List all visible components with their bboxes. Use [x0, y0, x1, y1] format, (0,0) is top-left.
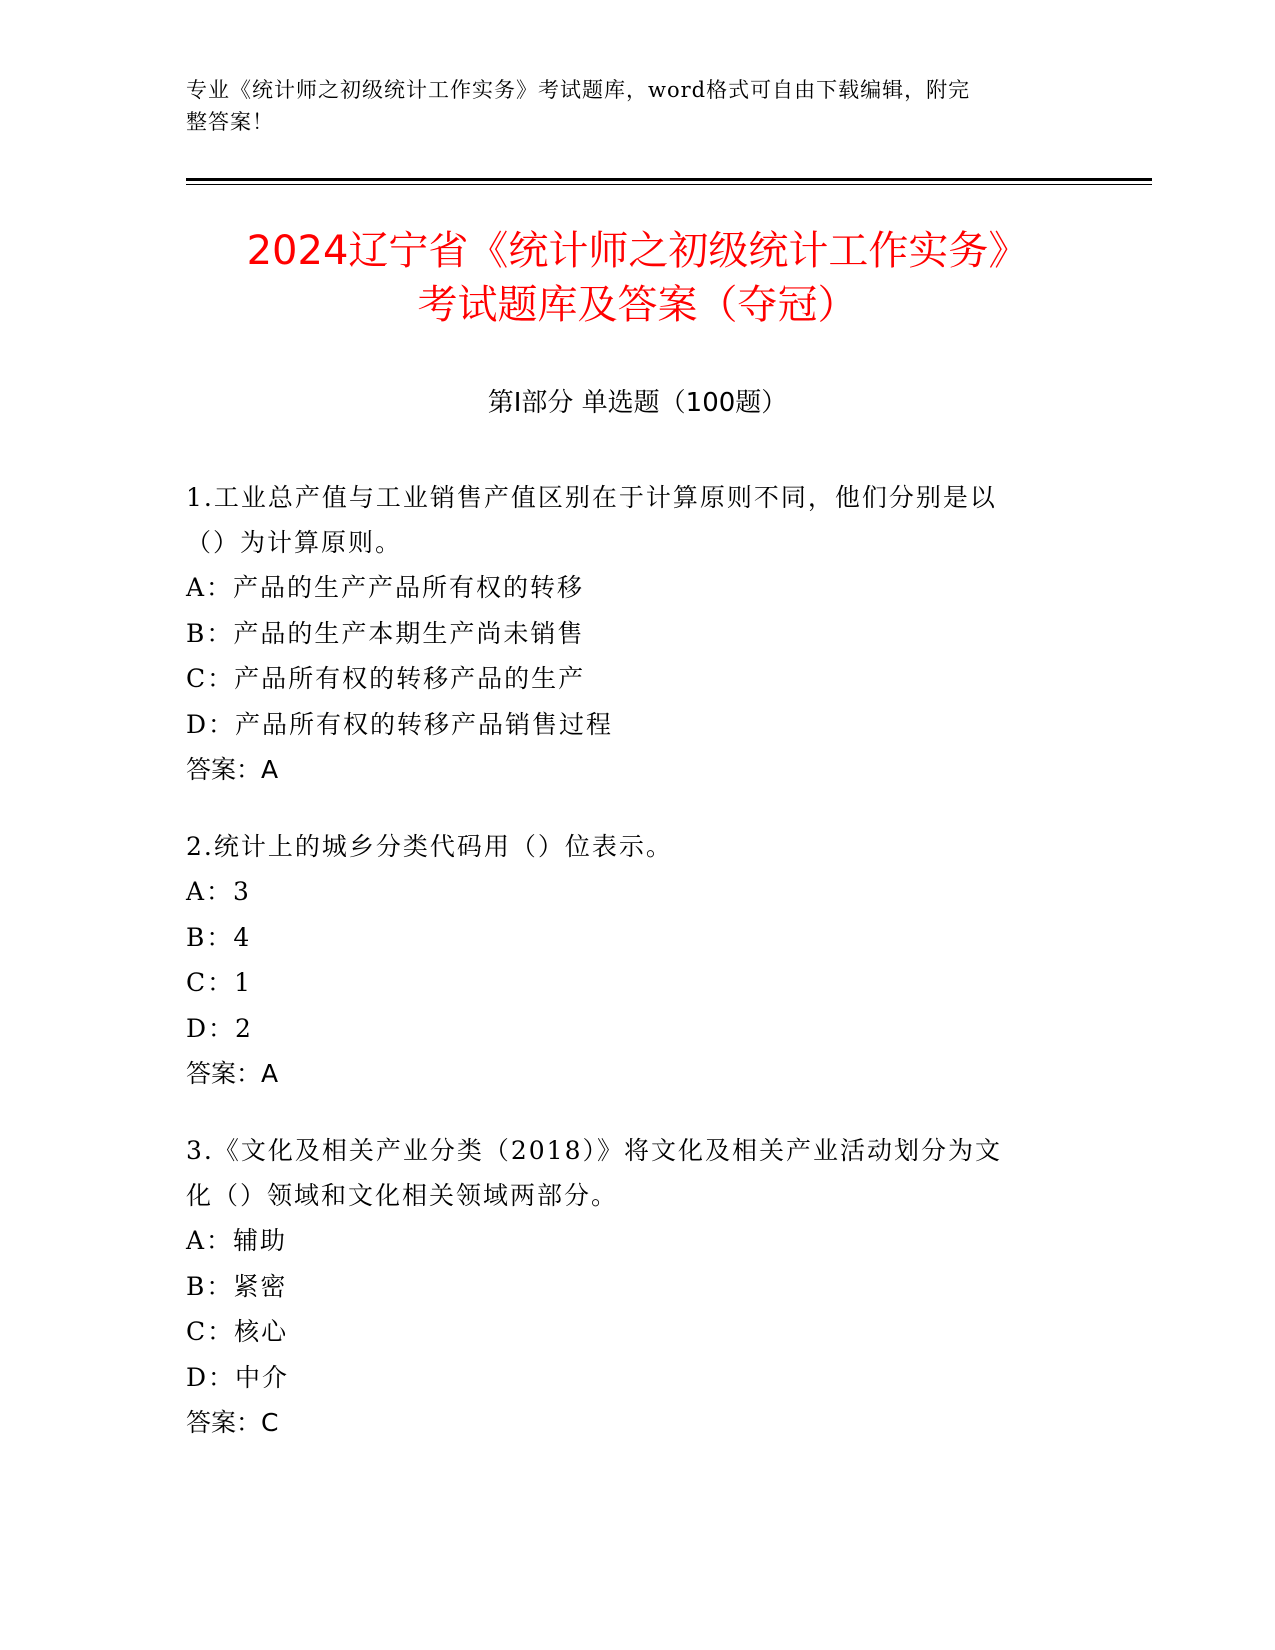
header-note [186, 74, 1066, 138]
option-c: C：1 [186, 968, 253, 997]
question-text: 化（）领域和文化相关领域两部分。 [186, 1181, 619, 1210]
option-d: D：中介 [186, 1362, 290, 1392]
question-list [186, 475, 1066, 1477]
option-d: D：2 [186, 1013, 253, 1043]
question-item [186, 824, 1066, 1096]
option-b: B：4 [186, 922, 252, 952]
option-b: B：产品的生产本期生产尚未销售 [186, 618, 585, 648]
option-a: A：辅助 [186, 1226, 288, 1255]
option-a: A：3 [186, 877, 251, 906]
document-title [150, 224, 1125, 332]
document-title-line: 2024辽宁省《统计师之初级统计工作实务》 [246, 228, 1029, 274]
question-item [186, 1128, 1066, 1445]
header-note-line: 专业《统计师之初级统计工作实务》考试题库，word格式可自由下载编辑，附完 [186, 78, 971, 102]
answer: 答案：C [186, 1408, 279, 1437]
question-text: 1.工业总产值与工业销售产值区别在于计算原则不同，他们分别是以 [186, 483, 997, 512]
section-heading: 第Ⅰ部分 单选题（100题） [487, 388, 788, 418]
question-text: 3.《文化及相关产业分类（2018）》将文化及相关产业活动划分为文 [186, 1136, 1002, 1165]
question-text: （）为计算原则。 [186, 528, 403, 557]
header-divider-thin [186, 184, 1152, 185]
document-title-line: 考试题库及答案（夺冠） [417, 282, 858, 328]
question-item [186, 475, 1066, 792]
answer: 答案：A [186, 755, 279, 784]
question-text: 2.统计上的城乡分类代码用（）位表示。 [186, 832, 673, 861]
option-d: D：产品所有权的转移产品销售过程 [186, 709, 614, 739]
option-c: C：产品所有权的转移产品的生产 [186, 664, 586, 693]
option-b: B：紧密 [186, 1271, 288, 1301]
answer: 答案：A [186, 1059, 279, 1088]
option-a: A：产品的生产产品所有权的转移 [186, 573, 585, 602]
header-divider-thick [186, 178, 1152, 181]
option-c: C：核心 [186, 1317, 289, 1346]
header-note-line: 整答案！ [186, 110, 274, 134]
